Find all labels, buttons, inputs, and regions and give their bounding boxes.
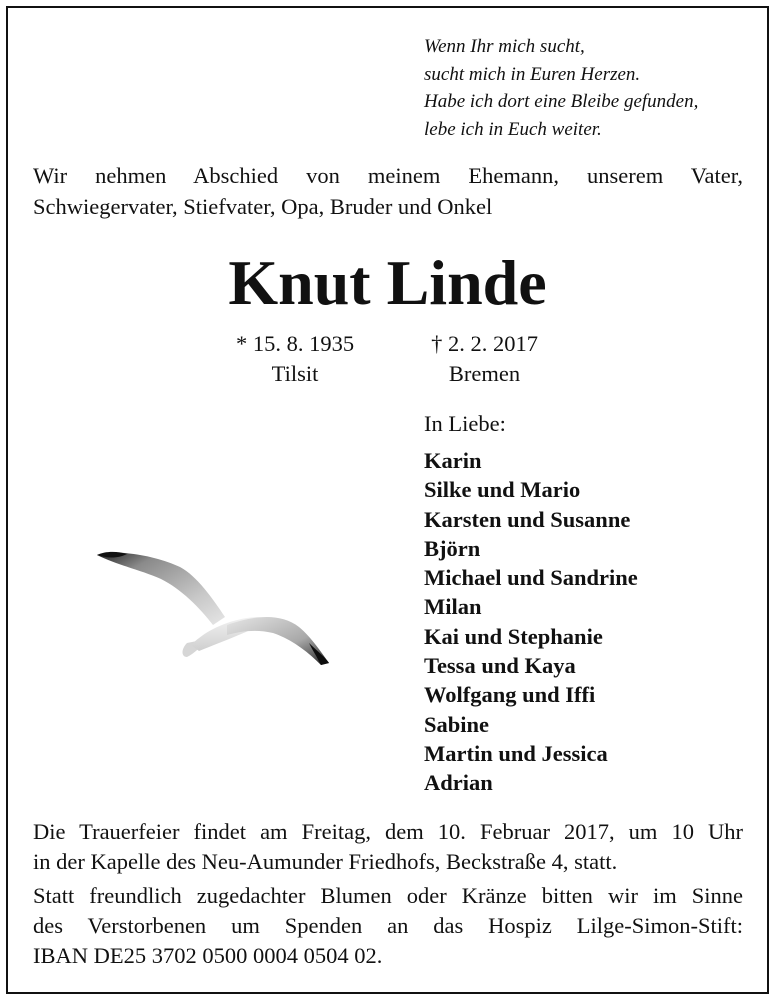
mourner-name: Sabine: [424, 711, 490, 737]
donation-line: Statt freundlich zugedachter Blumen oder Kränze bitten wir im Sinne: [33, 883, 743, 908]
birth-place: Tilsit: [271, 361, 319, 386]
seagull-icon: [95, 545, 335, 670]
poem-line: Wenn Ihr mich sucht,: [424, 36, 585, 57]
mourner-name: Tessa und Kaya: [424, 653, 576, 679]
donation-info: [33, 881, 743, 971]
deceased-name: Knut Linde: [228, 247, 547, 318]
mourner-name: Karin: [424, 448, 482, 473]
mourner-name: Björn: [424, 535, 481, 561]
mourner-name: Michael und Sandrine: [424, 565, 638, 591]
death-date: † 2. 2. 2017: [431, 331, 538, 356]
intro-line: Wir nehmen Abschied von meinem Ehemann, unserem Vater,: [33, 163, 743, 188]
birth-date: * 15. 8. 1935: [235, 331, 355, 356]
mourner-name: Silke und Mario: [424, 477, 581, 503]
death-place: Bremen: [448, 361, 521, 386]
poem-line: Habe ich dort eine Bleibe gefunden,: [424, 91, 699, 112]
ceremony-line: in der Kapelle des Neu-Aumunder Friedhofs, Beckstraße 4, statt.: [33, 849, 618, 874]
ceremony-line: Die Trauerfeier findet am Freitag, dem 10. Februar 2017, um 10 Uhr: [33, 819, 743, 844]
donation-line: des Verstorbenen um Spenden an das Hospiz Lilge-Simon-Stift:: [33, 913, 743, 938]
poem-line: lebe ich in Euch weiter.: [424, 118, 602, 140]
intro-line: Schwiegervater, Stiefvater, Opa, Bruder und Onkel: [33, 194, 493, 219]
poem: [424, 33, 698, 143]
mourner-name: Kai und Stephanie: [424, 623, 603, 649]
mourner-name: Martin und Jessica: [424, 740, 608, 766]
mourner-name: Wolfgang und Iffi: [424, 682, 596, 708]
ceremony-info: [33, 817, 743, 877]
mourner-name: Karsten und Susanne: [424, 506, 631, 532]
mourners-heading: In Liebe:: [424, 411, 506, 436]
poem-line: sucht mich in Euren Herzen.: [424, 63, 641, 85]
mourner-name: Milan: [424, 594, 482, 620]
intro-text: [33, 160, 743, 222]
mourners-list: [424, 446, 638, 798]
donation-iban: IBAN DE25 3702 0500 0004 0504 02.: [33, 943, 383, 968]
mourner-name: Adrian: [424, 770, 493, 796]
